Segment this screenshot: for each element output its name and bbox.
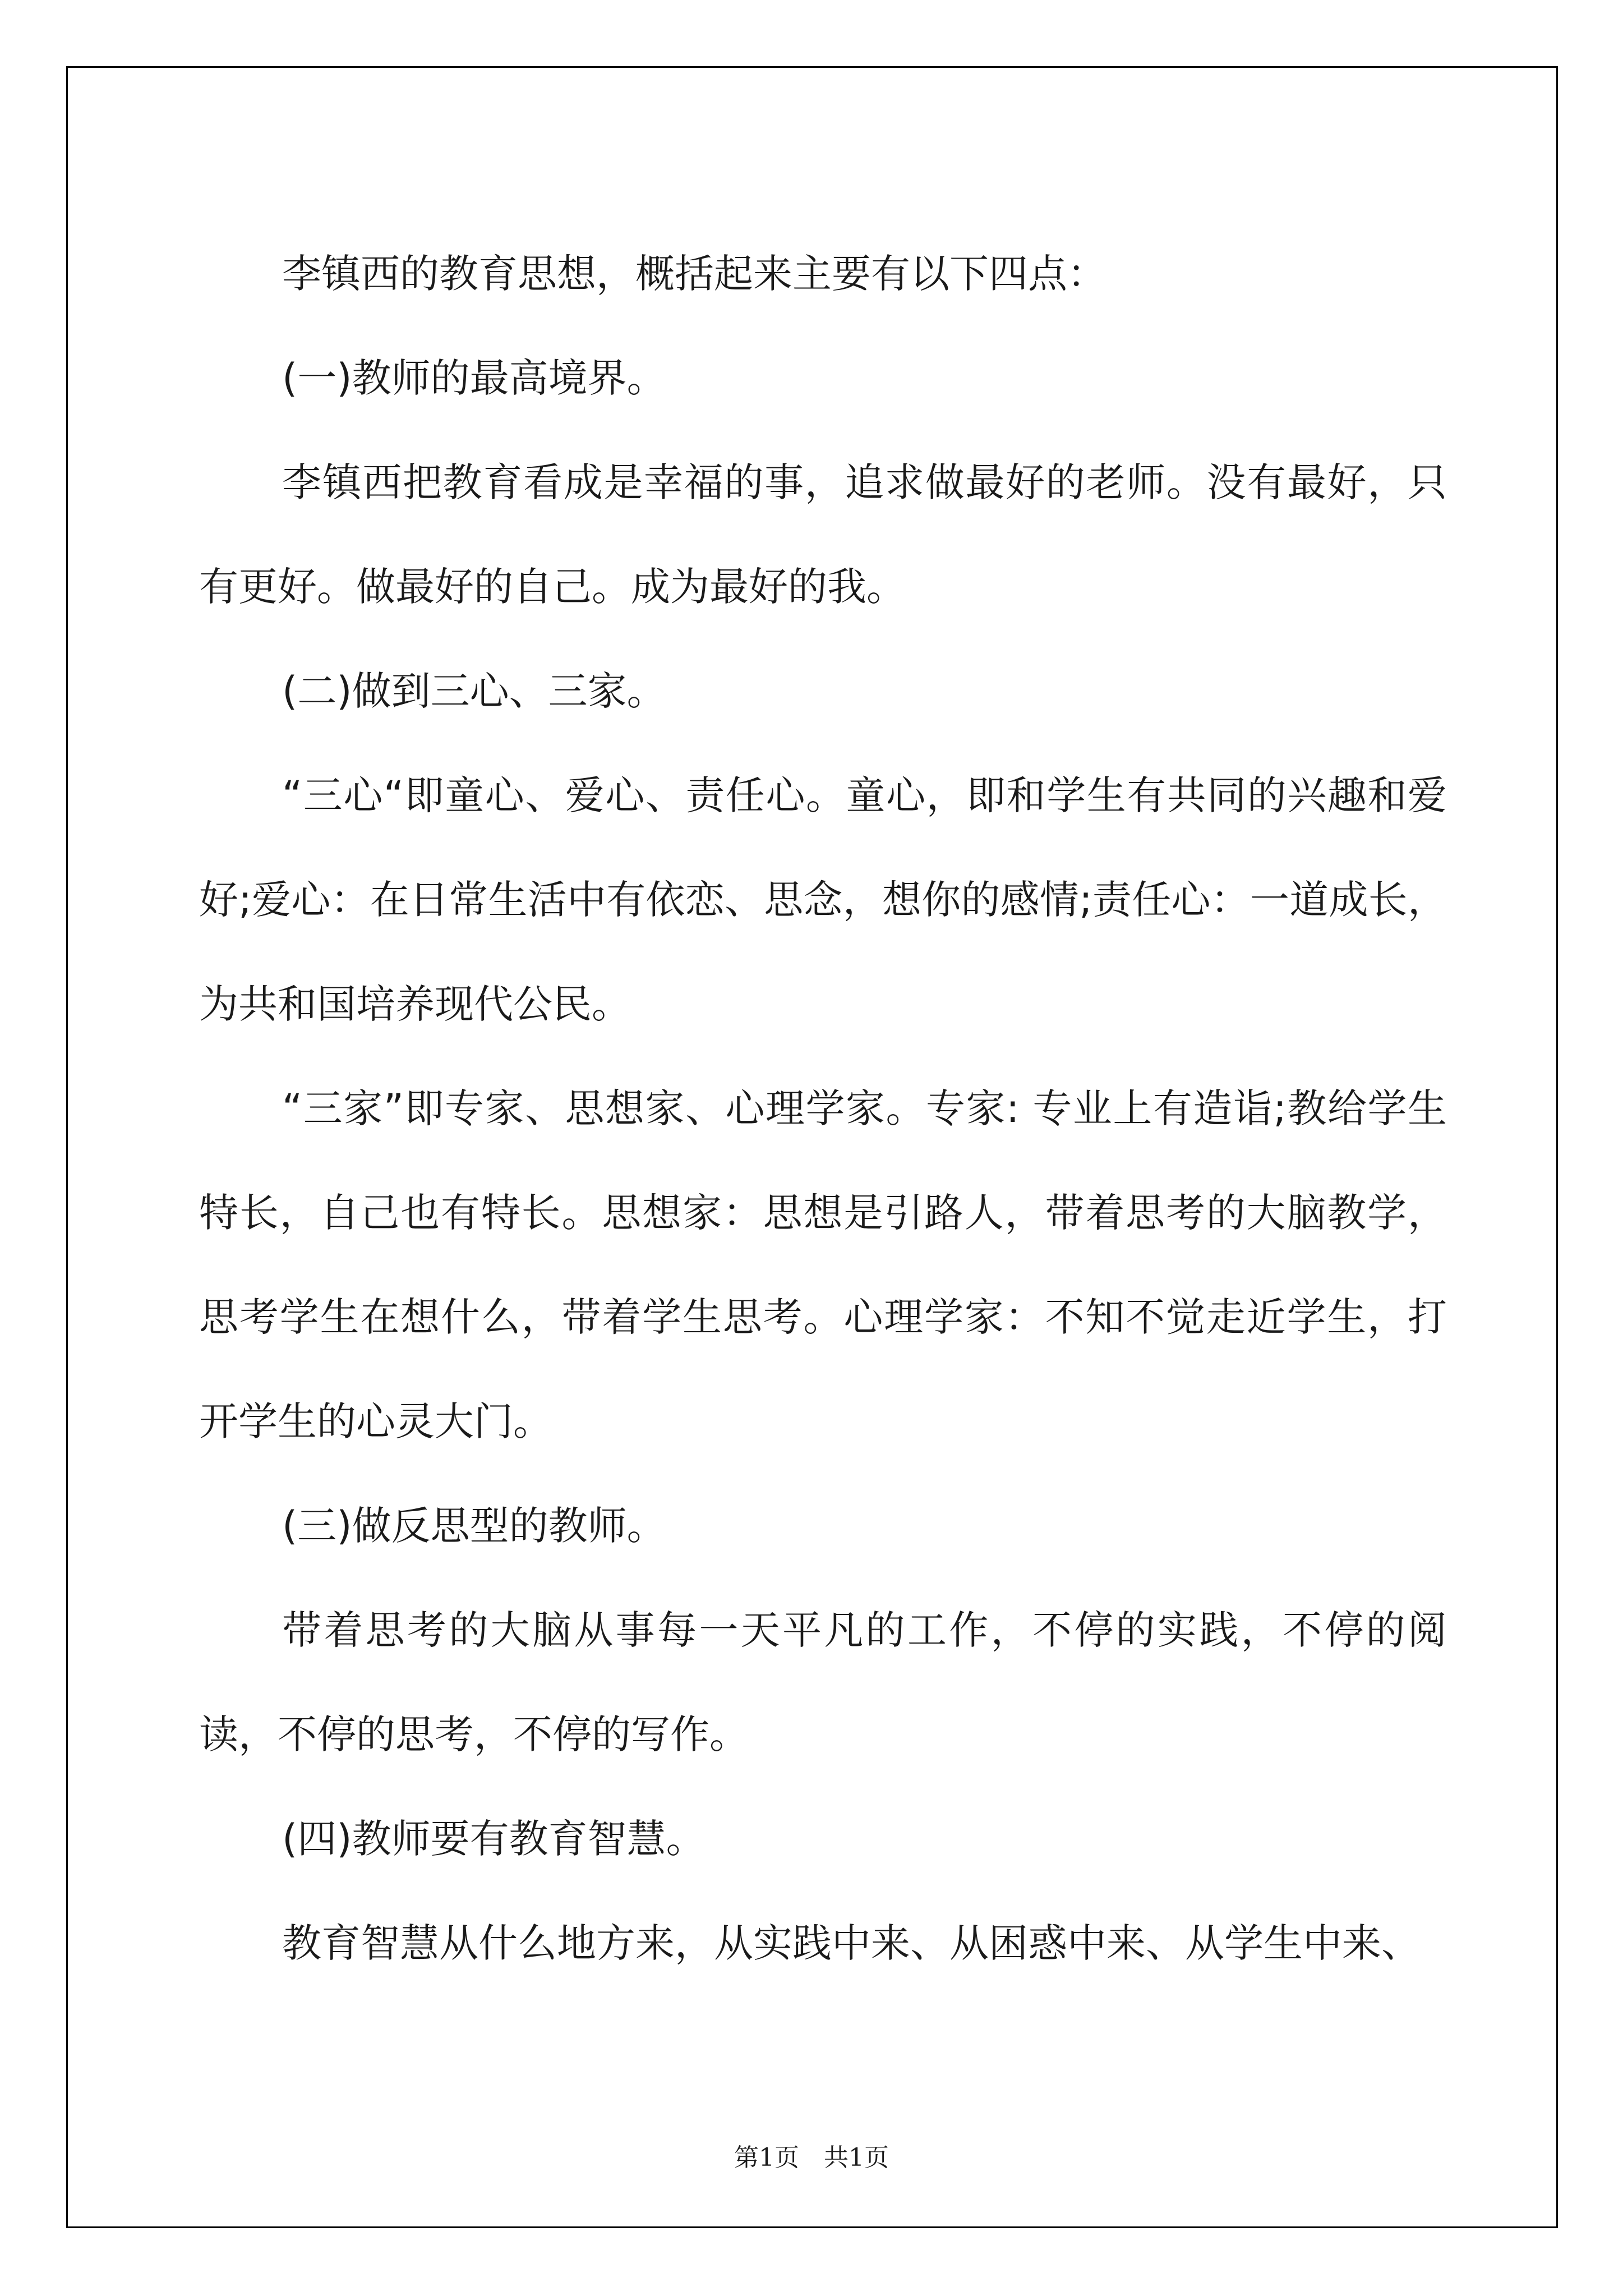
paragraph-three-experts: “三家”即专家、思想家、心理学家。专家: 专业上有造诣;教给学生特长，自己也有特长。思想家：思想是引路人，带着思考的大脑教学，思考学生在想什么，带着学生思考。心理学家：不知不觉走近学生，打开学生的心灵大门。 [199,1085,1447,1444]
paragraph-three-hearts: “三心“即童心、爱心、责任心。童心，即和学生有共同的兴趣和爱好;爱心：在日常生活中有依恋、思念，想你的感情;责任心：一道成长，为共和国培养现代公民。 [199,772,1447,1027]
paragraph-section-4: 教育智慧从什么地方来，从实践中来、从困惑中来、从学生中来、 [282,1920,1421,1966]
heading-section-2: (二)做到三心、三家。 [282,668,666,714]
heading-section-4: (四)教师要有教育智慧。 [282,1816,706,1862]
heading-section-1: (一)教师的最高境界。 [282,355,666,401]
heading-section-3: (三)做反思型的教师。 [282,1503,666,1549]
document-body [199,222,1447,1995]
page-number-footer: 第1页 共1页 [734,2143,889,2172]
paragraph-intro: 李镇西的教育思想，概括起来主要有以下四点： [282,251,1106,297]
paragraph-section-3: 带着思考的大脑从事每一天平凡的工作，不停的实践，不停的阅读，不停的思考，不停的写作。 [199,1607,1447,1757]
paragraph-section-1: 李镇西把教育看成是幸福的事，追求做最好的老师。没有最好，只有更好。做最好的自己。成为最好的我。 [199,459,1447,610]
